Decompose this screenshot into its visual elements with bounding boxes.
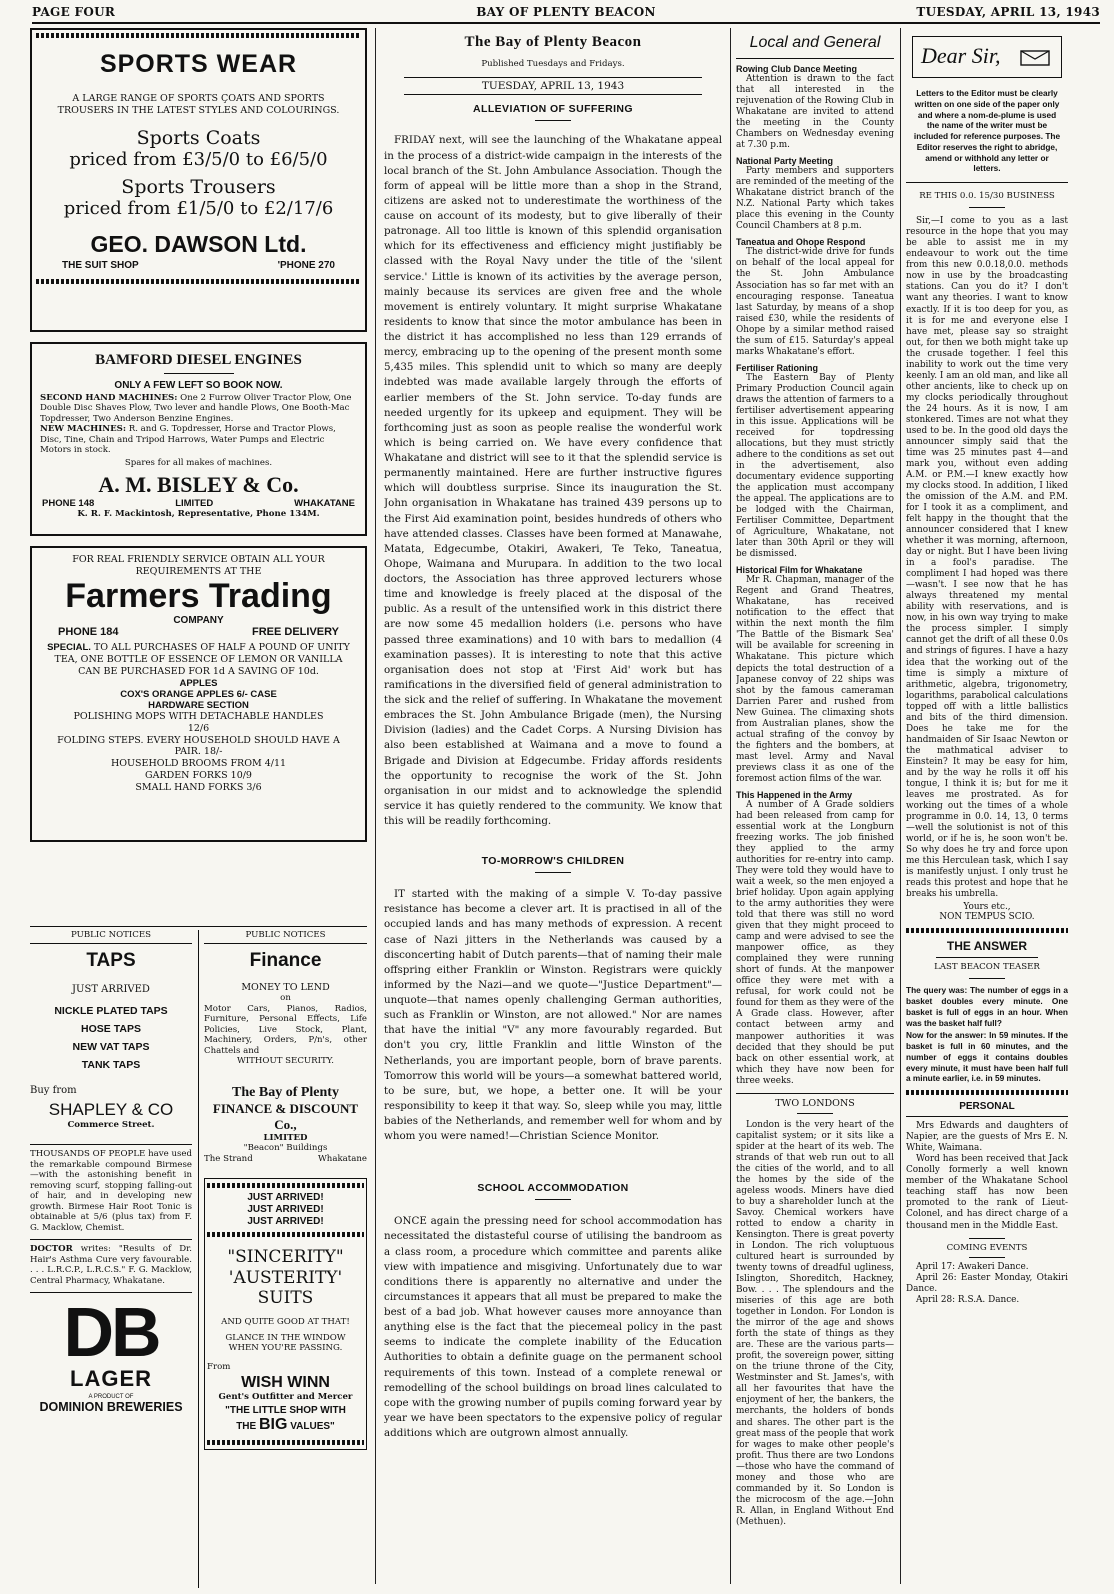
letter-signature: NON TEMPUS SCIO. — [939, 912, 1035, 923]
winn-ad — [204, 1178, 367, 1450]
finance-bldg: "Beacon" Buildings — [243, 1143, 328, 1154]
published-line: Published Tuesdays and Fridays. — [481, 59, 625, 69]
birmese-notice: THOUSANDS OF PEOPLE have used the remarkable compound Birmese—with the astonishing benefit in removing scurf, stopping falling-out of hair, and in developing new growth. Birmese Hair Root Tonic is obtainable at 5/6 (plus tax) from F. G. Macklow, Chemist. — [30, 1149, 192, 1233]
winn-slogan-1: "THE LITTLE SHOP WITH — [225, 1404, 346, 1416]
finance-strand: The Strand — [204, 1153, 253, 1164]
editorial-column — [384, 28, 722, 1588]
second-hand-label: SECOND HAND MACHINES: — [40, 393, 178, 403]
taps-item: TANK TAPS — [81, 1059, 141, 1072]
mops-line: POLISHING MOPS WITH DETACHABLE HANDLES — [73, 710, 324, 722]
local-item-text: The Eastern Bay of Plenty Primary Production Council again draws the attention of farmers to a fertiliser advertisement appearing in this issue. Applications will be received for topdressing allocations, but they must strictly adhere to the conditions as set out in the advertisement, also documentary evidence supporting the application must accompany the appeal. The applications are to be lodged with the Chairman, Fertiliser Committee, Department of Agriculture, Whakatane, not later than 30th April or they will be dismissed. — [736, 372, 894, 560]
finance-on: on — [280, 993, 291, 1004]
events-title: COMING EVENTS — [946, 1242, 1028, 1253]
dawson-phone: 'PHONE 270 — [277, 259, 335, 271]
slogan-big: BIG — [258, 1415, 288, 1433]
issue-date: TUESDAY, APRIL 13, 1943 — [916, 5, 1100, 19]
bamford-few-left: ONLY A FEW LEFT SO BOOK NOW. — [114, 380, 283, 391]
notices-right — [204, 930, 367, 1450]
finance-limited: LIMITED — [263, 1132, 308, 1143]
local-item-text: Party members and supporters are reminded of the meeting of the Whakatane district branch of the N.Z. National Party which takes place this evening in the County Council Chambers at 8 p.m. — [736, 166, 894, 232]
lager-product: A PRODUCT OF — [88, 1393, 134, 1400]
answer-solution: Now for the answer: In 59 minutes. If the basket is full in 60 minutes, and the number of eggs it contains doubles every minute, it must have been half full a minute earlier, i.e. in 59 minutes. — [906, 1030, 1068, 1084]
letters-column — [906, 28, 1068, 1588]
event-item: April 28: R.S.A. Dance. — [916, 1294, 1020, 1305]
personal-item: Word has been received that Jack Conolly formerly a well known member of the Whakatane School teaching staff has now been promoted to the rank of Lieut-Colonel, and has direct charge of a thousand men in the Middle East. — [906, 1154, 1068, 1231]
taps-list — [30, 1003, 192, 1074]
article-title-alleviation: ALLEVIATION OF SUFFERING — [473, 103, 633, 116]
buy-from: Buy from — [30, 1084, 77, 1096]
brooms-line: HOUSEHOLD BROOMS FROM 4/11 — [110, 758, 287, 770]
article-body-school: ONCE again the pressing need for school accommodation has necessitated the distasteful course of utilising the bandroom as a class room, a procedure which committee and parents alike view with impatience and misgiving. Unfortunately due to war conditions there is apparently no alternative and under the circumstances it appears that all must be prepared to make the best of a bad job. What however causes more annoyance than anything else is the fact that the piecemeal policy in the past seems to indicate the complete inability of the Education Authorities to obtain a definite guage on the permanent school requirements of this town. Instead of a complete renewal or remodelling of the school buildings on broad lines calculated to cope with the growing number of pupils coming forward year by year we have been spectators to the expensive policy of regular additions which are outgrown almost annually. — [384, 1215, 722, 1440]
special-label: SPECIAL. — [47, 642, 91, 654]
taps-item: HOSE TAPS — [81, 1023, 141, 1036]
finance-security: WITHOUT SECURITY. — [236, 1056, 335, 1067]
london-body: London is the very heart of the capitalist system; or it sits like a spider at the heart of its web. The strands of that web run out to all the cities of the world, and to all the homes by the side of the ageless woods. Miners have died to buy a shareholder lunch at the Savoy. Chemical workers have rotted to endow a charity in Kensington. There is great poverty in London. The rich voluptuous cultured heart is surrounded by twenty towns of dreadful ugliness, Islington, Shoreditch, Hackney, Bow. . . . The splendours and the miseries of this age are both together in London. For London is the mirror of the age and shows forth the state of things as they are. These are the various parts—profit, the sovereign power, sitting on the triune throne of the City, Westminster and St. James's, with all her favourites that have the enjoyment of her, the bankers, the merchants, the holders of bonds and shares. The other part is the great mass of the people that work for wages to make other people's profit. Thus there are two Londons—those who have the command of money and those who are commanded by it. So London is the microcosm of the age.—John R. Allan, in England Without End (Methuen). — [736, 1119, 894, 1527]
farmers-intro: FOR REAL FRIENDLY SERVICE OBTAIN ALL YOUR REQUIREMENTS AT THE — [72, 554, 325, 577]
local-item-heading: This Happened in the Army — [736, 789, 853, 800]
public-notices-label: PUBLIC NOTICES — [70, 930, 152, 940]
taps-item: NICKLE PLATED TAPS — [54, 1005, 168, 1018]
dear-sir-text: Dear Sir, — [921, 43, 1001, 68]
event-item: April 26: Easter Monday, Otakiri Dance. — [906, 1272, 1068, 1294]
lager-ad — [30, 1293, 192, 1414]
farmers-company: COMPANY — [173, 615, 224, 627]
bisley-rep: K. R. F. Mackintosh, Representative, Phone 134M. — [77, 509, 320, 520]
doctor-label: DOCTOR — [30, 1244, 73, 1255]
doctor-notice — [30, 1244, 192, 1286]
farmers-ad — [30, 546, 367, 842]
article-body-children: IT started with the making of a simple V. To-day passive resistance has become a clever art. It is practised in all of the occupied lands and has many methods of expression. A recent case of Nazi jitters in the Netherlands was caused by a disconcerting habit of Dutch parents—that of naming their male offspring either Franklin or Winston. Registrars were quickly informed by the Nazi—and we quote—"Justice Department"—unquote—that names openly challenging German authorities, such as Franklin or Winston, are not allowed." Nor are names that have the initial "V" any more favourably regarded. But don't you cry, little Franklin and little Winston of the Netherlands, you are important people, born of brave parents. Tomorrow this world will be yours—a somewhat battered world, to be sure, but, we hope, a better one. It will be your responsibility to keep it that way. So, sleep while you may, little babies of the Netherlands, and remember well for whom and by whom you were named!—Christian Science Monitor. — [384, 888, 722, 1143]
local-general-column — [736, 28, 894, 1588]
local-item-heading: Historical Film for Whakatane — [736, 565, 863, 576]
finance-firm-2: FINANCE & DISCOUNT Co., — [212, 1100, 359, 1132]
finance-title: Finance — [249, 950, 322, 972]
taps-title: TAPS — [86, 950, 136, 972]
bisley-limited: LIMITED — [175, 498, 214, 510]
article-title-children: TO-MORROW'S CHILDREN — [481, 855, 625, 868]
arrived-line: JUST ARRIVED! — [247, 1216, 324, 1228]
public-notices-label: PUBLIC NOTICES — [245, 930, 326, 940]
mops-price: 12/6 — [187, 722, 210, 734]
coats-price: priced from £3/5/0 to £6/5/0 — [69, 148, 328, 170]
letters-note: Letters to the Editor must be clearly written on one side of the paper only and where a nom-de-plume is used the name of the writer must be included for reference purposes. The Editor reserves the right to abridge, amend or withhold any letter or letters. — [913, 88, 1061, 174]
austerity: 'AUSTERITY' — [228, 1267, 343, 1288]
page-number: PAGE FOUR — [32, 5, 116, 19]
apples-head: APPLES — [179, 677, 218, 689]
page-header — [32, 4, 1100, 24]
local-item-text: The district-wide drive for funds on behalf of the local appeal for the St. John Ambulance Association has so far met with an encouraging response. Taneatua last Saturday, by means of a shop raised £30, while the residents of Ohope by a similar method raised the sum of £15. Saturday's appeal marks Whakatane's effort. — [736, 247, 894, 357]
lager-word: LAGER — [70, 1365, 152, 1391]
sportswear-ad — [30, 28, 367, 332]
quill-envelope-icon — [1019, 47, 1053, 67]
lager-brewery: DOMINION BREWERIES — [39, 1399, 183, 1414]
bisley-town: WHAKATANE — [294, 498, 355, 510]
personal-item: Mrs Edwards and daughters of Napier, are the guests of Mrs E. N. White, Waimana. — [906, 1121, 1068, 1154]
shapley-street: Commerce Street. — [67, 1119, 155, 1130]
finance-firm-1: The Bay of Plenty — [232, 1084, 339, 1100]
article-title-school: SCHOOL ACCOMMODATION — [477, 1182, 629, 1195]
local-item-heading: Fertiliser Rationing — [736, 362, 819, 373]
letter-yours: Yours etc., — [963, 902, 1011, 913]
doctor-text: writes: "Results of Dr. Hair's Asthma Cure very favourable. . . . L.R.C.P., L.R.C.S." F. G. Macklow, Central Pharmacy, Whakatane. — [30, 1244, 192, 1286]
notices-left — [30, 930, 192, 1414]
editorial-date: TUESDAY, APRIL 13, 1943 — [404, 77, 702, 95]
local-item-heading: Taneatua and Ohope Respond — [736, 237, 866, 248]
winn-outfitter: Gent's Outfitter and Mercer — [218, 1392, 353, 1403]
steps-line: FOLDING STEPS. EVERY HOUSEHOLD SHOULD HAVE A PAIR. 18/- — [57, 734, 340, 758]
bisley-name: A. M. BISLEY & Co. — [98, 472, 299, 498]
slogan-values: VALUES" — [290, 1420, 335, 1432]
farmers-delivery: FREE DELIVERY — [252, 626, 339, 639]
small-forks-line: SMALL HAND FORKS 3/6 — [135, 782, 262, 794]
local-item-heading: Rowing Club Dance Meeting — [736, 64, 858, 74]
suits: SUITS — [257, 1288, 314, 1309]
sportswear-intro: A LARGE RANGE OF SPORTS ÇOATS AND SPORTS TROUSERS IN THE LATEST STYLES AND COLOURINGS. — [57, 93, 340, 116]
dear-sir-banner — [912, 36, 1062, 78]
personal-title: PERSONAL — [959, 1101, 1015, 1113]
paper-name: BAY OF PLENTY BEACON — [476, 5, 656, 19]
glance-line: GLANCE IN THE WINDOW WHEN YOU'RE PASSING. — [225, 1332, 346, 1354]
finance-text: Motor Cars, Pianos, Radios, Furniture, Personal Effects, Life Policies, Live Stock, Plant, Machinery, Orders, P/n's, other Chattels and — [204, 1003, 367, 1056]
arrived-line: JUST ARRIVED! — [247, 1204, 324, 1216]
letter-body: Sir,—I come to you as a last resource in the hope that you may be able to assist me in my endeavour to work out the time from this new 0.0.18,0.0. methods now in use by the broadcasting stations. Can you do it? I don't want any theories. I want to know exactly. If it is too deep for you, as it is for me and everyone else I have met, please say so straight out, for then we both might take up the crusade together. I feel this inability to work out the time very keenly. I am an old man, and like all other ancients, like to check up on my clocks periodically throughout the 24 hours. As it is now, I am stonkered. Times are not what they used to be. In the good old days the announcer simply said that the time was 25 minutes past 4—and mark you, without even adding A.M. or P.M.—I knew exactly how my clocks stood. In addition, I liked the omission of the A.M. and P.M. for I took it as a compliment, and felt happy in the thought that the announcer considered that I knew whether it was morning, afternoon, day or night. But I have been living in a fool's paradise. The compliment I had hoped was there—wasn't. I see now that he has always threatened my mental ability with reservations, and is now, in his own way trying to make the process simpler. I simply cannot get the drift of all these 0.0s and strings of figures. I have a hazy idea that the working out of the time is simply a mixture of arithmetic, algebra, trigonometry, logarithms, parabolical calculations topped off with a little ballistics and bits of the third dimension. Does he take me for the handmaiden of Sir Isaac Newton or the mathmatical adviser to Einstein? It may be easy for him, and by the way he rolls it off his tongue, I think it is; but for me it leaves me prostrated. As for working out the times of a whole programme in 0.0. 14, 13, 0 terms—well the solutionist is not of this world, or if he is, he soon won't be. So why does he try and force upon me this Herculean task, which I say is manifestly unjust. I only trust he reads this protest and hope that he breaks his umbrella. — [906, 216, 1068, 900]
taps-item: NEW VAT TAPS — [72, 1041, 150, 1054]
apples-detail: COX'S ORANGE APPLES 6/- CASE — [120, 688, 277, 700]
sportswear-title: SPORTS WEAR — [99, 50, 298, 78]
second-hand-text: One 2 Furrow Oliver Tractor Plow, One Double Disc Shaves Plow, Two lever and handle Plows, One Booth-Mac Topdresser, Two Anderson Benzine Engines. — [40, 393, 352, 424]
new-machines-text: R. and G. Topdresser, Horse and Tractor Plows, Disc, Tine, Chain and Tripod Harrows, Water Pumps and Electric Motors in stock. — [40, 424, 336, 456]
bamford-title: BAMFORD DIESEL ENGINES — [95, 352, 302, 368]
arrived-line: JUST ARRIVED! — [247, 1192, 324, 1204]
from-line: From — [207, 1361, 231, 1372]
slogan-the: THE — [236, 1420, 257, 1432]
sincerity: "SINCERITY" — [227, 1247, 344, 1268]
answer-sub: LAST BEACON TEASER — [934, 962, 1040, 973]
special-text: TO ALL PURCHASES OF HALF A POUND OF UNITY TEA, ONE BOTTLE OF ESSENCE OF LEMON OR VANILLA CAN BE PURCHASED FOR 1d A SAVING OF 10d. — [54, 642, 350, 677]
winn-name: WISH WINN — [241, 1374, 330, 1392]
letter-title: RE THIS 0.0. 15/30 BUSINESS — [919, 191, 1055, 202]
spares-line: Spares for all makes of machines. — [124, 457, 273, 468]
masthead: The Bay of Plenty Beacon — [464, 34, 642, 50]
new-machines-label: NEW MACHINES: — [40, 424, 126, 435]
bisley-phone: PHONE 148 — [42, 498, 95, 510]
bamford-ad — [30, 342, 367, 536]
db-logo: DB — [63, 1293, 159, 1372]
trousers-price: priced from £1/5/0 to £2/17/6 — [63, 197, 334, 219]
article-body-alleviation: FRIDAY next, will see the launching of the Whakatane appeal in the process of a district-wide campaign in the interests of the local branch of the St. John Ambulance Association. Though the form of appeal will be little more than a shop in the Strand, citizens are asked not to underestimate the worthiness of the cause on account of its modesty, but to give liberally of their patronage. All too little is known of this splendid organisation which for its effectiveness and efficiency might justifiably be classed with the Royal Navy under the title of the 'silent service.' Little is known of its activities by the average person, mainly because its services are given free and the whole movement is entirely voluntary. It might surprise Whakatane residents to know that since the motor ambulance has been in the district it has accomplished no less than 129 errands of mercy, embracing up to the opening of the present month some 5,435 miles. This splendid unit to which so many are deeply indebted was made available largely through the efforts of earlier members of the St. John service. To-day funds are needed urgently for its upkeep and equipment. They will be forthcoming just as soon as people realise the wonderful work which is being carried on. We have every confidence that Whakatane and district will see to it that the splendid service is permanently maintained. Here are further instructive figures which will doubtless surprise. Since its inauguration the St. John organisation in Whakatane has trained 439 persons up to the First Aid examination point, besides hundreds of others who have attended classes. Classes have been formed at Manawahe, Matata, Edgecumbe, Otakiri, Awakeri, Te Teko, Taneatua, Ohope, Waimana and Murupara. In addition to the two local doctors, the Association has three approved lecturers whose time and knowledge is freely placed at the disposal of the public. As a result of the untensified work in this district there are now some 45 medallion holders (i.e. persons who have passed three examinations) and 10 with bars to medallion (4 examination passes). It is interesting to note that this active organisation does not stop at 'First Aid' work but has ramifications in the diversified field of general administration to the sick and the relief of suffering. In Whakatane the movement embraces the St. John Ambulance Brigade (men), the Nursing Division (ladies) and the Cadet Corps. A Nursing Division has also been established at Waimana and a move to found a Brigade and Division at Edgecumbe. Friday affords residents the opportunity to recognise the work of the St. John organisation in our midst and to acknowledge the splendid service it has quietly rendered to the community. We know that this will be readily forthcoming. — [384, 134, 722, 828]
answer-title: THE ANSWER — [946, 939, 1028, 954]
trousers-line: Sports Trousers — [121, 175, 276, 198]
local-item-text: Mr R. Chapman, manager of the Regent and Grand Theatres, Whakatane, has received notification to the effect that within the next month the film 'The Battle of the Bismark Sea' will be available for screening in Whakatane. This picture which depicts the total destruction of a Japanese convoy of 22 ships was shot by the famous cameraman Darrien Parer and rushed from New Guinea. The climaxing shots from Australian planes, show the actual strafing of the convoy by the fighters and the bombers, at mast level. Army and Naval previews class it as one of the foremost action films of the war. — [736, 575, 894, 784]
dawson-name: GEO. DAWSON Ltd. — [90, 230, 307, 257]
answer-query: The query was: The number of eggs in a basket doubles every minute. One basket is full of eggs in an hour. When was the basket half full? — [906, 985, 1068, 1028]
farmers-phone: PHONE 184 — [58, 626, 119, 639]
event-item: April 17: Awakeri Dance. — [916, 1261, 1029, 1272]
london-title: TWO LONDONS — [775, 1097, 855, 1109]
money-to-lend: MONEY TO LEND — [241, 982, 330, 994]
finance-town: Whakatane — [317, 1153, 367, 1164]
local-item-text: A number of A Grade soldiers had been released from camp for essential work at the Longburn freezing works. The job finished they applied to the army authorities for re-entry into camp. They were told they would have to wait a week, so the men enjoyed a brief holiday. Upon again applying to the army authorities they were told that there was still no word given that they might proceed to camp and were advised to see the manpower office, as they complained they were running short of funds. At the manpower office they were met with a refusal, for work could not be found for them as they were of the A Grade class. However, after contact between army and manpower authorities it was decided that they should be put back on other essential work, at which they have now been for three weeks. — [736, 799, 894, 1086]
coats-line: Sports Coats — [136, 126, 261, 149]
local-general-title: Local and General — [749, 34, 881, 51]
garden-line: GARDEN FORKS 10/9 — [145, 770, 252, 782]
shapley-name: SHAPLEY & CO — [48, 1099, 174, 1119]
hardware-head: HARDWARE SECTION — [148, 699, 249, 711]
suit-shop: THE SUIT SHOP — [62, 259, 139, 271]
local-item-heading: National Party Meeting — [736, 156, 834, 167]
taps-arrived: JUST ARRIVED — [72, 984, 150, 996]
local-item-text: Attention is drawn to the fact that all interested in the rejuvenation of the Rowing Club in Whakatane are invited to attend the meeting in the County Chambers on Wednesday evening at 7.30 p.m. — [736, 74, 894, 151]
farmers-name: Farmers Trading — [65, 576, 332, 615]
quite-good: AND QUITE GOOD AT THAT! — [221, 1316, 350, 1327]
